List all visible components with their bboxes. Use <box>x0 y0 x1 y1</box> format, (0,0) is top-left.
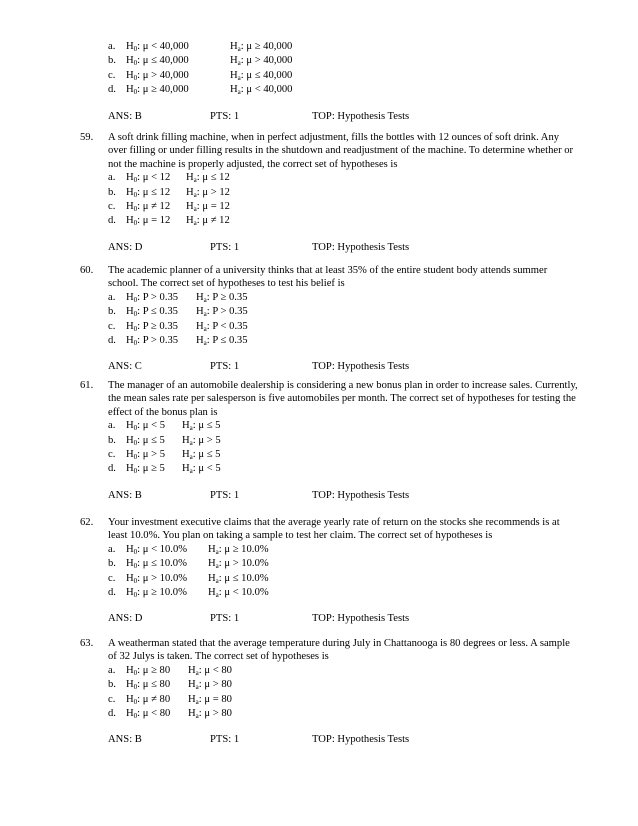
null-hypothesis: H0: μ > 5 <box>126 449 166 462</box>
option-letter: a. <box>108 172 116 184</box>
alternative-hypothesis: Ha: μ ≥ 10.0% <box>208 543 269 556</box>
question-61 <box>80 379 580 503</box>
option <box>80 693 580 707</box>
alternative-hypothesis: Ha: P < 0.35 <box>196 320 248 333</box>
option <box>80 664 580 678</box>
question-text: The manager of an automobile dealership is considering a new bonus plan in order to increase sales. Currently, the mean sales rate per salesperson is five automobiles per month. The correct set of hypotheses for testing the effect of the bonus plan is <box>108 380 578 418</box>
question-number: 63. <box>80 638 94 649</box>
question-number: 61. <box>80 380 94 391</box>
option-letter: c. <box>108 69 116 81</box>
null-hypothesis: H0: μ ≥ 80 <box>126 664 171 677</box>
answer-key: ANS: D <box>108 613 143 625</box>
option <box>80 707 580 721</box>
alternative-hypothesis: Ha: μ > 12 <box>186 186 230 199</box>
option-letter: d. <box>108 463 116 475</box>
null-hypothesis: H0: μ ≥ 40,000 <box>126 84 189 97</box>
null-hypothesis: H0: μ > 10.0% <box>126 572 188 585</box>
option <box>80 305 580 319</box>
null-hypothesis: H0: μ ≥ 10.0% <box>126 587 187 600</box>
alternative-hypothesis: Ha: μ < 80 <box>188 664 232 677</box>
option <box>80 320 580 334</box>
null-hypothesis: H0: μ ≥ 5 <box>126 463 165 476</box>
answer-key: ANS: B <box>108 734 142 746</box>
option <box>80 83 580 97</box>
answer-line <box>80 489 580 503</box>
points: PTS: 1 <box>210 110 240 122</box>
alternative-hypothesis: Ha: μ < 10.0% <box>208 587 269 600</box>
points: PTS: 1 <box>210 489 240 501</box>
question-62 <box>80 516 580 626</box>
options-list <box>80 171 580 229</box>
option-letter: b. <box>108 306 116 318</box>
null-hypothesis: H0: μ ≤ 5 <box>126 434 165 447</box>
answer-line <box>80 360 580 374</box>
null-hypothesis: H0: μ ≤ 80 <box>126 679 171 692</box>
null-hypothesis: H0: μ > 40,000 <box>126 69 189 82</box>
points: PTS: 1 <box>210 734 240 746</box>
alternative-hypothesis: Ha: μ ≤ 5 <box>182 449 221 462</box>
question-63 <box>80 637 580 747</box>
options-list <box>80 40 580 98</box>
null-hypothesis: H0: μ < 80 <box>126 708 171 721</box>
option <box>80 557 580 571</box>
option <box>80 69 580 83</box>
topic: TOP: Hypothesis Tests <box>312 110 410 122</box>
topic: TOP: Hypothesis Tests <box>312 734 410 746</box>
question-number: 62. <box>80 517 94 528</box>
null-hypothesis: H0: μ ≠ 80 <box>126 693 171 706</box>
alternative-hypothesis: Ha: μ < 5 <box>182 463 221 476</box>
option-letter: c. <box>108 693 116 705</box>
alternative-hypothesis: Ha: μ = 80 <box>188 693 232 706</box>
options-list <box>80 664 580 722</box>
alternative-hypothesis: Ha: μ ≠ 12 <box>186 215 230 228</box>
option-letter: c. <box>108 320 116 332</box>
answer-line <box>80 612 580 626</box>
option-letter: d. <box>108 335 116 347</box>
null-hypothesis: H0: μ ≤ 12 <box>126 186 171 199</box>
question-59 <box>80 131 580 255</box>
option-letter: d. <box>108 587 116 599</box>
answer-key: ANS: B <box>108 489 142 501</box>
option <box>80 291 580 305</box>
option-letter: a. <box>108 420 116 432</box>
points: PTS: 1 <box>210 613 240 625</box>
alternative-hypothesis: Ha: μ > 80 <box>188 679 232 692</box>
option <box>80 448 580 462</box>
option-letter: a. <box>108 664 116 676</box>
null-hypothesis: H0: μ ≤ 10.0% <box>126 558 187 571</box>
answer-line <box>80 241 580 255</box>
question-stem <box>80 379 580 419</box>
question-58-continuation <box>80 40 580 124</box>
alternative-hypothesis: Ha: μ > 10.0% <box>208 558 269 571</box>
question-stem <box>80 516 580 543</box>
question-stem <box>80 264 580 291</box>
question-text: The academic planner of a university thinks that at least 35% of the entire student body attends summer school. The correct set of hypotheses to test his belief is <box>108 265 548 290</box>
options-list <box>80 291 580 349</box>
null-hypothesis: H0: P ≥ 0.35 <box>126 320 178 333</box>
alternative-hypothesis: Ha: P ≥ 0.35 <box>196 291 248 304</box>
topic: TOP: Hypothesis Tests <box>312 613 410 625</box>
alternative-hypothesis: Ha: μ > 5 <box>182 434 221 447</box>
options-list <box>80 419 580 477</box>
option-letter: b. <box>108 558 116 570</box>
null-hypothesis: H0: P > 0.35 <box>126 335 179 348</box>
option-letter: b. <box>108 186 116 198</box>
option <box>80 419 580 433</box>
option-letter: a. <box>108 41 116 52</box>
option-letter: a. <box>108 543 116 555</box>
points: PTS: 1 <box>210 241 240 253</box>
null-hypothesis: H0: P > 0.35 <box>126 291 179 304</box>
option <box>80 678 580 692</box>
option <box>80 543 580 557</box>
option-letter: d. <box>108 84 116 96</box>
option <box>80 186 580 200</box>
option-letter: c. <box>108 572 116 584</box>
option <box>80 40 580 54</box>
null-hypothesis: H0: μ = 12 <box>126 215 171 228</box>
option-letter: b. <box>108 679 116 691</box>
alternative-hypothesis: Ha: μ ≤ 5 <box>182 420 221 433</box>
alternative-hypothesis: Ha: μ ≤ 10.0% <box>208 572 269 585</box>
answer-line <box>80 110 580 124</box>
alternative-hypothesis: Ha: μ > 40,000 <box>230 55 293 68</box>
question-stem <box>80 131 580 171</box>
alternative-hypothesis: Ha: μ ≤ 12 <box>186 172 230 185</box>
question-number: 60. <box>80 265 94 276</box>
option-letter: a. <box>108 291 116 303</box>
option <box>80 434 580 448</box>
option <box>80 214 580 228</box>
null-hypothesis: H0: μ < 10.0% <box>126 543 188 556</box>
option <box>80 586 580 600</box>
alternative-hypothesis: Ha: μ > 80 <box>188 708 232 721</box>
option-letter: c. <box>108 201 116 213</box>
answer-key: ANS: D <box>108 241 143 253</box>
option <box>80 200 580 214</box>
option <box>80 462 580 476</box>
alternative-hypothesis: Ha: μ ≥ 40,000 <box>230 41 293 53</box>
question-text: A soft drink filling machine, when in perfect adjustment, fills the bottles with 12 ounces of soft drink. Any over filling or under filling results in the shutdown and readjustment of the machine. To determine whether or not the machine is properly adjusted, the correct set of hypotheses is <box>108 132 574 170</box>
topic: TOP: Hypothesis Tests <box>312 489 410 501</box>
topic: TOP: Hypothesis Tests <box>312 241 410 253</box>
question-number: 59. <box>80 132 94 143</box>
options-list <box>80 543 580 601</box>
option <box>80 334 580 348</box>
null-hypothesis: H0: μ < 12 <box>126 172 171 185</box>
answer-key: ANS: C <box>108 361 142 373</box>
answer-key: ANS: B <box>108 110 142 122</box>
question-text: A weatherman stated that the average temperature during July in Chattanooga is 80 degrees or less. A sample of 32 Julys is taken. The correct set of hypotheses is <box>108 638 570 663</box>
topic: TOP: Hypothesis Tests <box>312 361 410 373</box>
alternative-hypothesis: Ha: P > 0.35 <box>196 306 248 319</box>
null-hypothesis: H0: μ < 40,000 <box>126 41 189 53</box>
option-letter: b. <box>108 434 116 446</box>
null-hypothesis: H0: μ ≤ 40,000 <box>126 55 189 68</box>
alternative-hypothesis: Ha: μ = 12 <box>186 201 230 214</box>
null-hypothesis: H0: μ ≠ 12 <box>126 201 171 214</box>
question-stem <box>80 637 580 664</box>
question-text: Your investment executive claims that the average yearly rate of return on the stocks she recommends is at least 10.0%. You plan on taking a sample to test her claim. The correct set of hypotheses is <box>108 517 560 542</box>
option-letter: d. <box>108 708 116 720</box>
option <box>80 572 580 586</box>
answer-line <box>80 733 580 747</box>
question-60 <box>80 264 580 374</box>
alternative-hypothesis: Ha: μ < 40,000 <box>230 84 293 97</box>
null-hypothesis: H0: μ < 5 <box>126 420 166 433</box>
alternative-hypothesis: Ha: μ ≤ 40,000 <box>230 69 293 82</box>
option <box>80 171 580 185</box>
alternative-hypothesis: Ha: P ≤ 0.35 <box>196 335 248 348</box>
points: PTS: 1 <box>210 361 240 373</box>
option <box>80 54 580 68</box>
null-hypothesis: H0: P ≤ 0.35 <box>126 306 178 319</box>
option-letter: c. <box>108 449 116 461</box>
option-letter: b. <box>108 55 116 67</box>
option-letter: d. <box>108 215 116 227</box>
